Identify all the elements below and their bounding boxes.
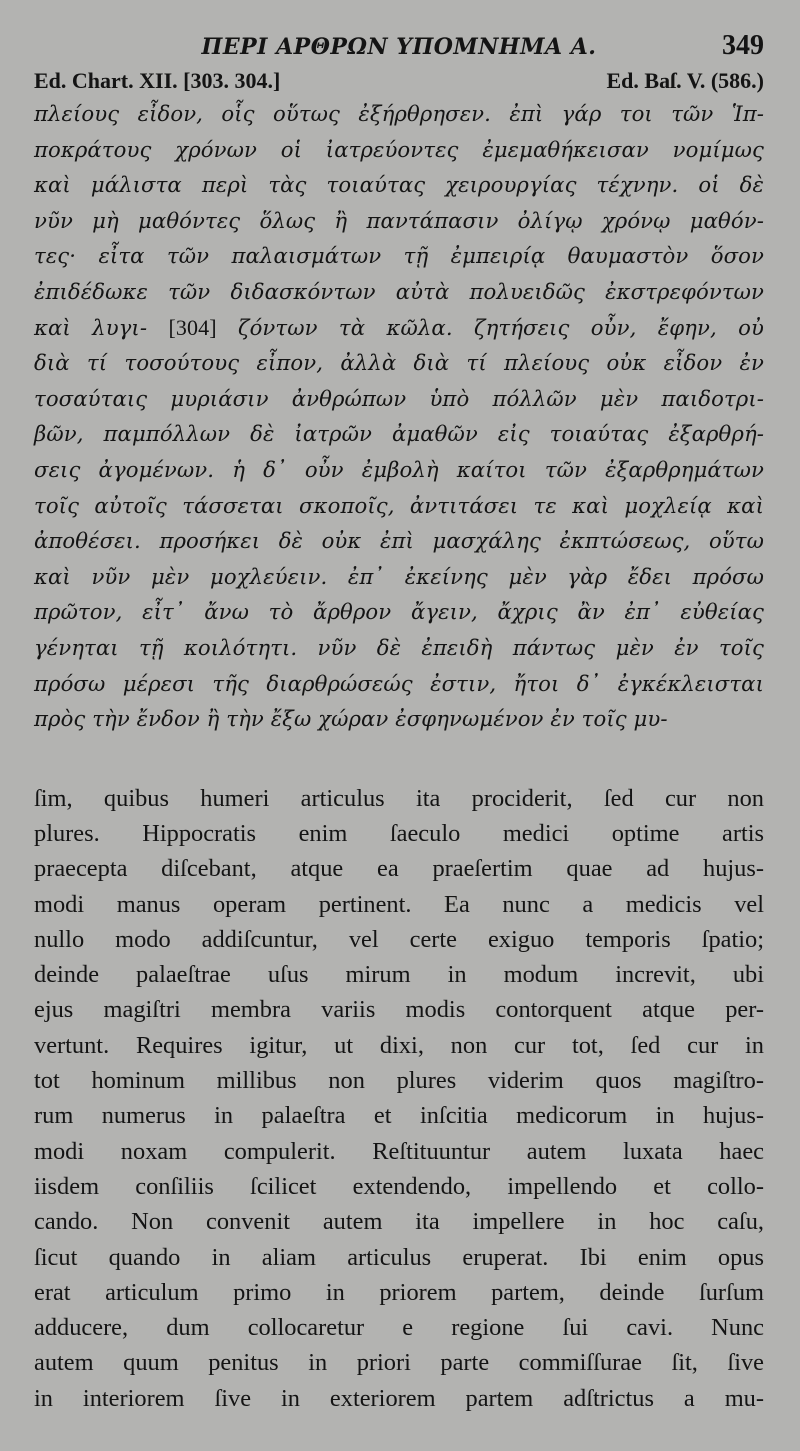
latin-line: deinde palaeſtrae uſus mirum in modum increvit, ubi [34,961,764,989]
greek-line: τοῖς αὐτοῖς τάσσεται σκοποῖς, ἀντιτάσει τε καὶ μοχλείᾳ καὶ [34,492,764,518]
running-head [34,28,764,66]
latin-line: iisdem conſiliis ſcilicet extendendo, impellendo et collo- [34,1172,764,1200]
page-marker-bracket: [304] [168,314,217,340]
greek-line: καὶ νῦν μὲν μοχλεύειν. ἐπ᾽ ἐκείνης μὲν γὰρ ἔδει πρόσω [34,563,764,589]
greek-line: διὰ τί τοσούτους εἶπον, ἀλλὰ διὰ τί πλείους οὐκ εἶδον ἐν [34,350,764,376]
page-number: 349 [722,30,764,61]
greek-line: πρὸς τὴν ἔνδον ἢ τὴν ἔξω χώραν ἐσφηνωμένον ἐν τοῖς μυ- [34,706,668,732]
latin-line: vertunt. Requires igitur, ut dixi, non cur tot, ſed cur in [34,1031,764,1059]
greek-text-block [34,96,764,737]
latin-line: cando. Non convenit autem ita impellere in hoc caſu, [34,1208,764,1236]
latin-line: erat articulum primo in priorem partem, deinde ſurſum [34,1278,764,1306]
latin-line: tot hominum millibus non plures viderim quos magiſtro- [34,1067,764,1095]
latin-line: modi noxam compulerit. Reſtituuntur autem luxata haec [34,1137,764,1165]
latin-line: rum numerus in palaeſtra et inſcitia medicorum in hujus- [34,1102,764,1130]
greek-line: πλείους εἶδον, οἷς οὕτως ἐξήρθρησεν. ἐπὶ γάρ τοι τῶν Ἱπ- [34,101,764,126]
latin-line: autem quum penitus in priori parte commiſſurae ſit, ſive [34,1349,764,1377]
latin-line: ejus magiſtri membra variis modis contorquent atque per- [34,996,764,1024]
greek-line: καὶ μάλιστα περὶ τὰς τοιαύτας χειρουργίας τέχνην. οἱ δὲ [34,172,764,198]
latin-line: ſim, quibus humeri articulus ita prociderit, ſed cur non [34,784,764,812]
latin-line: ſicut quando in aliam articulus eruperat. Ibi enim opus [34,1243,764,1271]
edition-references [34,68,764,96]
greek-line: νῦν μὴ μαθόντες ὅλως ἢ παντάπασιν ὀλίγῳ χρόνῳ μαθόν- [34,207,764,233]
latin-line: modi manus operam pertinent. Ea nunc a medicis vel [34,890,764,918]
greek-line: τοσαύταις μυριάσιν ἀνθρώπων ὑπὸ πόλλῶν μὲν παιδοτρι- [34,385,764,411]
greek-line: τες· εἶτα τῶν παλαισμάτων τῇ ἐμπειρίᾳ θαυμαστὸν ὅσον [34,243,764,269]
latin-text-block [34,781,764,1416]
running-title: ΠΕΡΙ ΑΡΘΡΩΝ ΥΠΟΜΝΗΜΑ Α. [201,34,597,60]
greek-line: γένηται τῇ κοιλότητι. νῦν δὲ ἐπειδὴ πάντως μὲν ἐν τοῖς [34,634,764,660]
greek-line: σεις ἀγομένων. ἡ δ᾽ οὖν ἐμβολὴ καίτοι τῶν ἐξαρθρημάτων [34,456,764,482]
greek-line: πρῶτον, εἶτ᾽ ἄνω τὸ ἄρθρον ἄγειν, ἄχρις ἂν ἐπ᾽ εὐθείας [34,599,764,625]
latin-line: adducere, dum collocaretur e regione ſui cavi. Nunc [34,1314,764,1342]
greek-line: ἐπιδέδωκε τῶν διδασκόντων αὐτὰ πολυειδῶς ἐκστρεφόντων [34,278,764,304]
greek-line: βῶν, παμπόλλων δὲ ἰατρῶν ἀμαθῶν εἰς τοιαύτας ἐξαρθρή- [34,421,764,447]
edition-chart-reference: Ed. Chart. XII. [303. 304.] [34,68,281,93]
greek-line-segment: καὶ λυγι- [34,314,148,340]
edition-basel-reference: Ed. Baſ. V. (586.) [606,68,764,93]
latin-line: in interiorem ſive in exteriorem partem adſtrictus a mu- [34,1384,764,1412]
greek-line: πρόσω μέρεσι τῆς διαρθρώσεώς ἐστιν, ἤτοι δ᾽ ἐγκέκλεισται [34,670,764,696]
latin-line: plures. Hippocratis enim ſaeculo medici optime artis [34,819,764,847]
latin-line: praecepta diſcebant, atque ea praeſertim quae ad hujus- [34,855,764,883]
greek-line [34,310,764,346]
latin-line: nullo modo addiſcuntur, vel certe exiguo temporis ſpatio; [34,925,764,953]
greek-line: ἀποθέσει. προσήκει δὲ οὐκ ἐπὶ μασχάλης ἐκπτώσεως, οὕτω [34,528,764,554]
greek-line-segment: ζόντων τὰ κῶλα. ζητήσεις οὖν, ἔφην, οὐ [237,314,764,340]
greek-line: ποκράτους χρόνων οἱ ἰατρεύοντες ἐμεμαθήκεισαν νομίμως [34,136,764,162]
